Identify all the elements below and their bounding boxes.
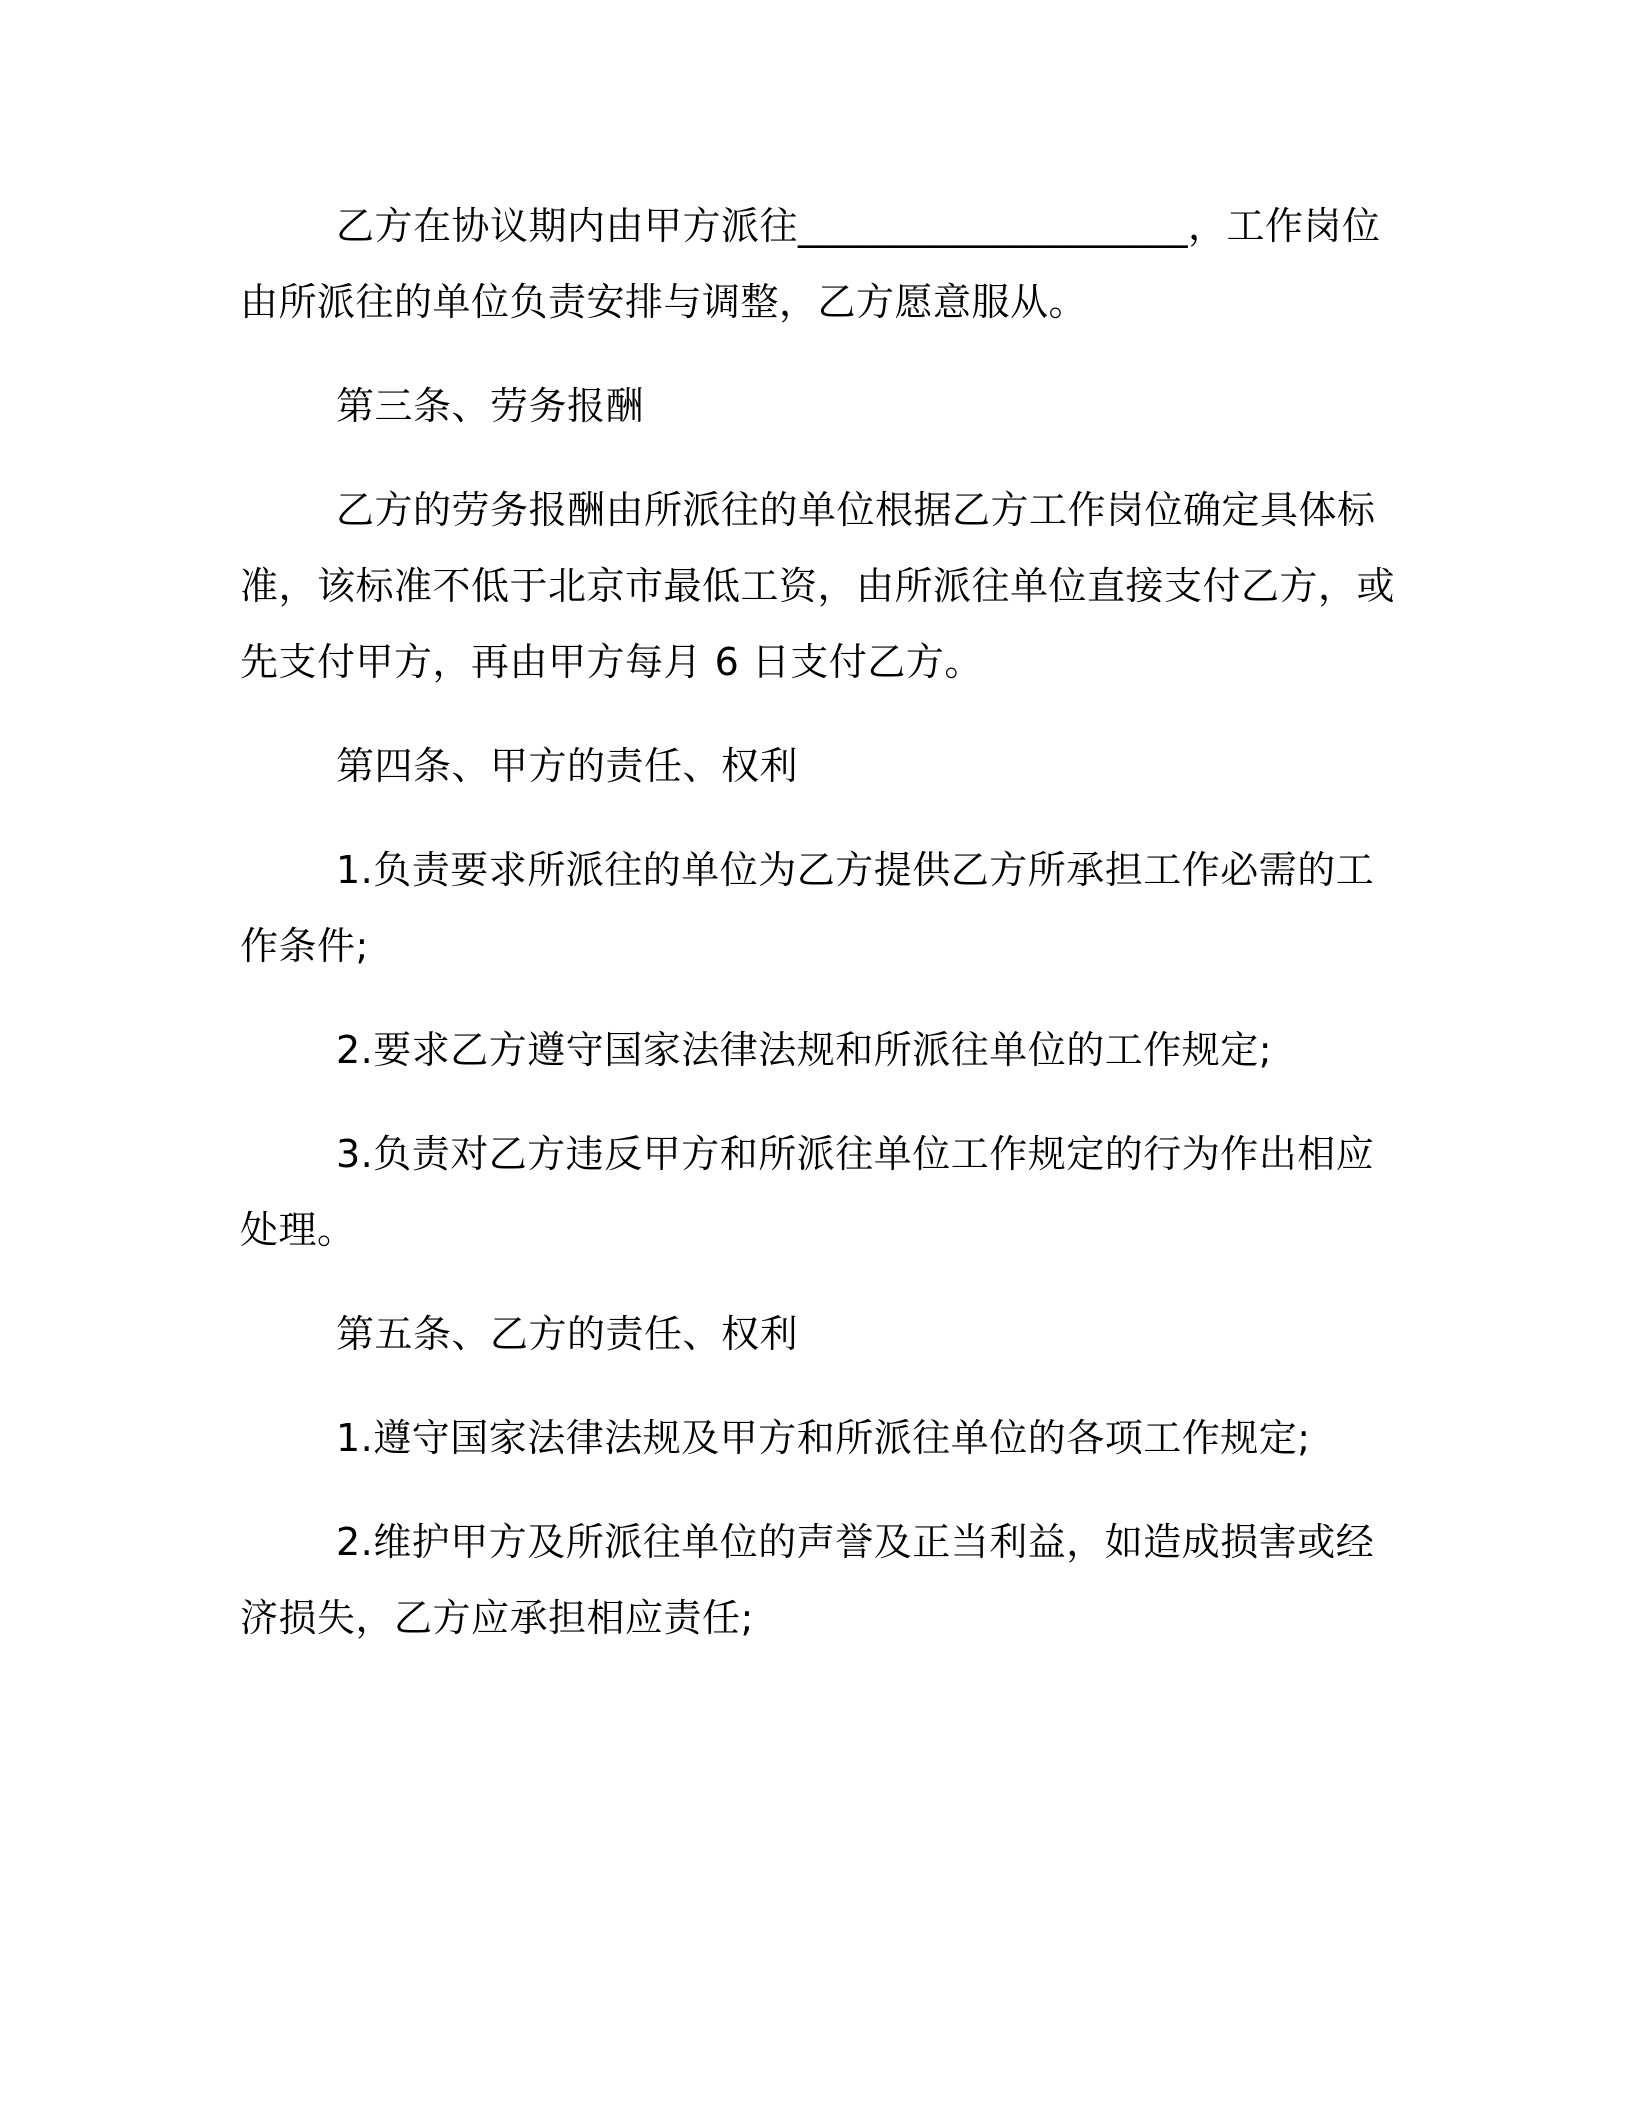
paragraph-party-b-item-1: 1.遵守国家法律法规及甲方和所派往单位的各项工作规定; bbox=[336, 1416, 1311, 1460]
heading-article-4: 第四条、甲方的责任、权利 bbox=[336, 744, 799, 788]
paragraph-party-a-item-1: 1.负责要求所派往的单位为乙方提供乙方所承担工作必需的工作条件; bbox=[240, 848, 1375, 968]
heading-article-3: 第三条、劳务报酬 bbox=[336, 384, 645, 428]
document-body bbox=[240, 188, 1400, 1684]
paragraph-remuneration: 乙方的劳务报酬由所派往的单位根据乙方工作岗位确定具体标准，该标准不低于北京市最低工资，由所派往单位直接支付乙方，或先支付甲方，再由甲方每月 6 日支付乙方。 bbox=[240, 488, 1396, 684]
paragraph-party-a-item-2: 2.要求乙方遵守国家法律法规和所派往单位的工作规定; bbox=[336, 1028, 1273, 1072]
paragraph-party-a-item-3: 3.负责对乙方违反甲方和所派往单位工作规定的行为作出相应处理。 bbox=[240, 1132, 1375, 1252]
heading-article-5: 第五条、乙方的责任、权利 bbox=[336, 1312, 799, 1356]
paragraph-assignment: 乙方在协议期内由甲方派往____________________，工作岗位由所派往的单位负责安排与调整，乙方愿意服从。 bbox=[240, 204, 1381, 324]
paragraph-party-b-item-2: 2.维护甲方及所派往单位的声誉及正当利益，如造成损害或经济损失，乙方应承担相应责任; bbox=[240, 1520, 1375, 1640]
